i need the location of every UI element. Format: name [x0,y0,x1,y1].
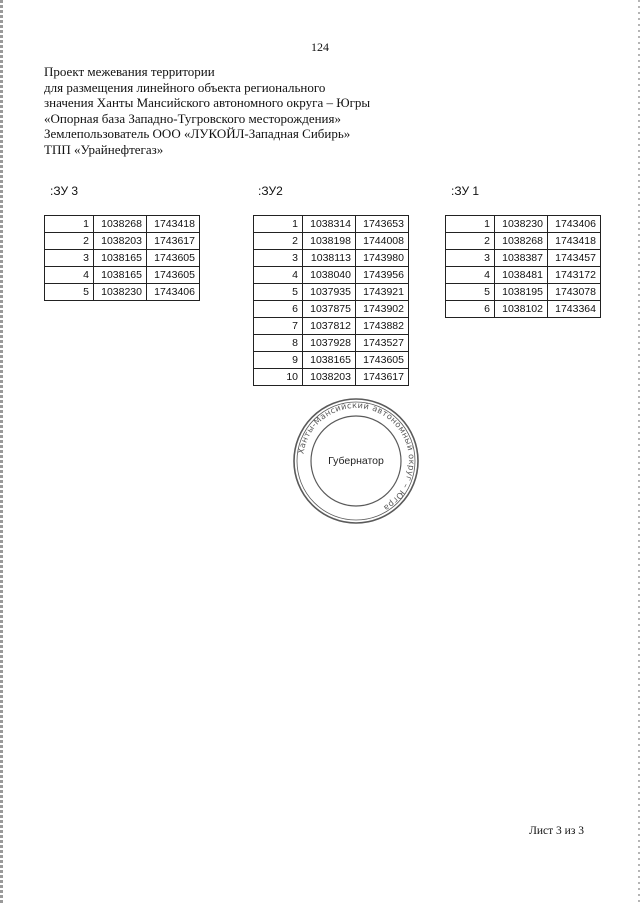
y-coordinate-cell: 1743418 [548,233,601,250]
x-coordinate-cell: 1038203 [303,369,356,386]
table-row [254,216,409,233]
header-line: значения Ханты Мансийского автономного округа – Югры [44,95,371,111]
x-coordinate-cell: 1038113 [303,250,356,267]
table-row [254,301,409,318]
y-coordinate-cell: 1743364 [548,301,601,318]
table-row [254,318,409,335]
table-row [254,352,409,369]
point-number-cell: 2 [45,233,94,250]
zone-label-zu1: :ЗУ 1 [451,184,480,198]
point-number-cell: 3 [446,250,495,267]
seal-ring-text: Ханты-Мансийский автономный округ – Югра [295,399,418,514]
y-coordinate-cell: 1743457 [548,250,601,267]
coords-table-zu3 [44,215,200,301]
zone-label-zu2: :ЗУ2 [258,184,283,198]
x-coordinate-cell: 1038040 [303,267,356,284]
y-coordinate-cell: 1743617 [147,233,200,250]
point-number-cell: 7 [254,318,303,335]
x-coordinate-cell: 1038481 [495,267,548,284]
point-number-cell: 8 [254,335,303,352]
point-number-cell: 5 [254,284,303,301]
y-coordinate-cell: 1743078 [548,284,601,301]
point-number-cell: 3 [254,250,303,267]
point-number-cell: 2 [254,233,303,250]
y-coordinate-cell: 1743406 [548,216,601,233]
table-row [254,369,409,386]
header-line: ТПП «Урайнефтегаз» [44,141,164,157]
table-row [254,335,409,352]
x-coordinate-cell: 1038387 [495,250,548,267]
point-number-cell: 6 [254,301,303,318]
point-number-cell: 6 [446,301,495,318]
y-coordinate-cell: 1743527 [356,335,409,352]
table-row [254,284,409,301]
point-number-cell: 5 [45,284,94,301]
point-number-cell: 9 [254,352,303,369]
y-coordinate-cell: 1743921 [356,284,409,301]
seal-center-text: Губернатор [328,455,384,467]
table-row [446,267,601,284]
table-row [446,301,601,318]
table-row [45,250,200,267]
coords-table-zu1 [445,215,601,318]
x-coordinate-cell: 1038198 [303,233,356,250]
table-row [446,216,601,233]
table-row [45,267,200,284]
y-coordinate-cell: 1743605 [356,352,409,369]
point-number-cell: 3 [45,250,94,267]
x-coordinate-cell: 1038230 [94,284,147,301]
y-coordinate-cell: 1743172 [548,267,601,284]
table-row [446,250,601,267]
y-coordinate-cell: 1743902 [356,301,409,318]
point-number-cell: 4 [254,267,303,284]
y-coordinate-cell: 1743406 [147,284,200,301]
y-coordinate-cell: 1743605 [147,250,200,267]
y-coordinate-cell: 1743882 [356,318,409,335]
x-coordinate-cell: 1037875 [303,301,356,318]
point-number-cell: 1 [254,216,303,233]
x-coordinate-cell: 1038203 [94,233,147,250]
point-number-cell: 4 [446,267,495,284]
point-number-cell: 1 [45,216,94,233]
x-coordinate-cell: 1038268 [495,233,548,250]
zone-label-zu3: :ЗУ 3 [50,184,79,198]
y-coordinate-cell: 1743980 [356,250,409,267]
table-row [254,233,409,250]
table-row [45,233,200,250]
governor-seal [292,397,420,525]
x-coordinate-cell: 1037928 [303,335,356,352]
header-line: для размещения линейного объекта регионального [44,79,326,95]
header-line: Проект межевания территории [44,64,215,79]
table-row [254,250,409,267]
point-number-cell: 2 [446,233,495,250]
table-row [446,284,601,301]
document-header [44,64,424,158]
x-coordinate-cell: 1038165 [303,352,356,369]
sheet-counter: Лист 3 из 3 [529,825,584,837]
y-coordinate-cell: 1743617 [356,369,409,386]
y-coordinate-cell: 1743418 [147,216,200,233]
header-line: «Опорная база Западно-Тугровского месторождения» [44,110,341,126]
y-coordinate-cell: 1743653 [356,216,409,233]
point-number-cell: 5 [446,284,495,301]
x-coordinate-cell: 1037935 [303,284,356,301]
x-coordinate-cell: 1038230 [495,216,548,233]
header-line: Землепользователь ООО «ЛУКОЙЛ-Западная Сибирь» [44,126,351,142]
table-row [446,233,601,250]
point-number-cell: 10 [254,369,303,386]
y-coordinate-cell: 1743956 [356,267,409,284]
x-coordinate-cell: 1038314 [303,216,356,233]
y-coordinate-cell: 1744008 [356,233,409,250]
page-number: 124 [311,40,329,54]
scan-left-edge [0,0,3,905]
point-number-cell: 4 [45,267,94,284]
x-coordinate-cell: 1038268 [94,216,147,233]
point-number-cell: 1 [446,216,495,233]
x-coordinate-cell: 1037812 [303,318,356,335]
x-coordinate-cell: 1038165 [94,250,147,267]
x-coordinate-cell: 1038195 [495,284,548,301]
x-coordinate-cell: 1038165 [94,267,147,284]
x-coordinate-cell: 1038102 [495,301,548,318]
coords-table-zu2 [253,215,409,386]
table-row [45,216,200,233]
table-row [254,267,409,284]
y-coordinate-cell: 1743605 [147,267,200,284]
table-row [45,284,200,301]
